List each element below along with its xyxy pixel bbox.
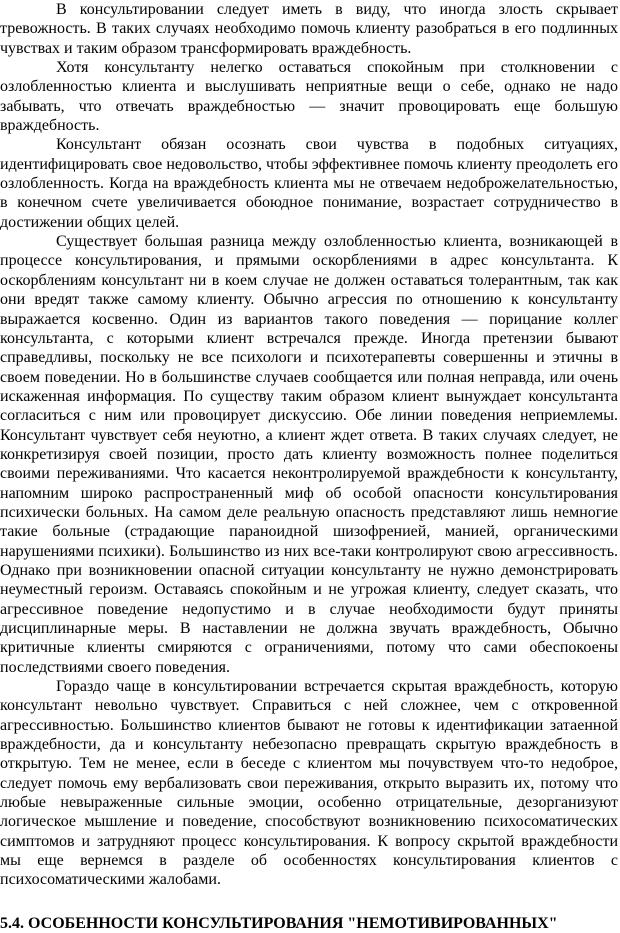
paragraph-5: Гораздо чаще в консультировании встречается скрытая враждебность, которую консультант невольно чувствует. Справиться с ней сложнее, чем с откровенной агрессивностью. Большинство клиентов бывают не готовы к идентификации затаенной враждебности, да и консультанту небезопасно превращать скрытую враждебность в открытую. Тем не менее, если в беседе с клиентом мы почувствуем что-то недоброе, следует помочь ему вербализовать свои переживания, открыто выразить их, потому что любые невыраженные сильные эмоции, особенно отрицательные, дезорганизуют логическое мышление и поведение, способствуют возникновению психосоматических симптомов и затрудняют процесс консультирования. К вопросу скрытой враждебности мы еще вернемся в разделе об особенностях консультирования клиентов с психосоматическими жалобами.: [0, 678, 618, 889]
paragraph-3: Консультант обязан осознать свои чувства в подобных ситуациях, идентифицировать свое недовольство, чтобы эффективнее помочь клиенту преодолеть его озлобленность. Когда на враждебность клиента мы не отвечаем недоброжелательностью, в конечном счете увеличивается обоюдное понимание, возрастает сотрудничество в достижении общих целей.: [0, 136, 618, 231]
paragraph-4: Существует большая разница между озлобленностью клиента, возникающей в процессе консультирования, и прямыми оскорблениями в адрес консультанта. К оскорблениям консультант ни в коем случае не должен оставаться толерантным, так как они вредят также самому клиенту. Обычно агрессия по отношению к консультанту выражается косвенно. Один из вариантов такого поведения — порицание коллег консультанта, с которыми клиент встречался прежде. Иногда претензии бывают справедливы, поскольку не все психологи и психотерапевты совершенны и этичны в своем поведении. Но в большинстве случаев сообщается или полная неправда, или очень искаженная информация. По существу таким образом клиент вынуждает консультанта согласиться с ним или провоцирует дискуссию. Обе линии поведения неприемлемы. Консультант чувствует себя неуютно, а клиент ждет ответа. В таких случаях следует, не конкретизируя своей позиции, просто дать клиенту возможность полнее поделиться своими переживаниями. Что касается неконтролируемой враждебности к консультанту, напомним широко распространенный миф об особой опасности консультирования психически больных. На самом деле реальную опасность представляют лишь немногие такие больные (страдающие параноидной шизофренией, манией, органическими нарушениями психики). Большинство из них все-таки контролируют свою агрессивность. Однако при возникновении опасной ситуации консультанту не нужно демонстрировать неуместный героизм. Оставаясь спокойным и не угрожая клиенту, следует сказать, что агрессивное поведение недопустимо и в случае необходимости будут приняты дисциплинарные меры. В наставлении не должна звучать враждебность, Обычно критичные клиенты смиряются с ограничениями, потому что сами обеспокоены последствиями своего поведения.: [0, 233, 618, 676]
section-heading: 5.4. ОСОБЕННОСТИ КОНСУЛЬТИРОВАНИЯ "НЕМОТИВИРОВАННЫХ": [0, 914, 558, 932]
paragraph-1: В консультировании следует иметь в виду, что иногда злость скрывает тревожность. В таких случаях необходимо помочь клиенту разобраться в его подлинных чувствах и таким образом трансформировать враждебность.: [0, 1, 618, 57]
paragraph-2: Хотя консультанту нелегко оставаться спокойным при столкновении с озлобленностью клиента и выслушивать неприятные вещи о себе, однако не надо забывать, что отвечать враждебностью — значит провоцировать еще большую враждебность.: [0, 59, 618, 135]
